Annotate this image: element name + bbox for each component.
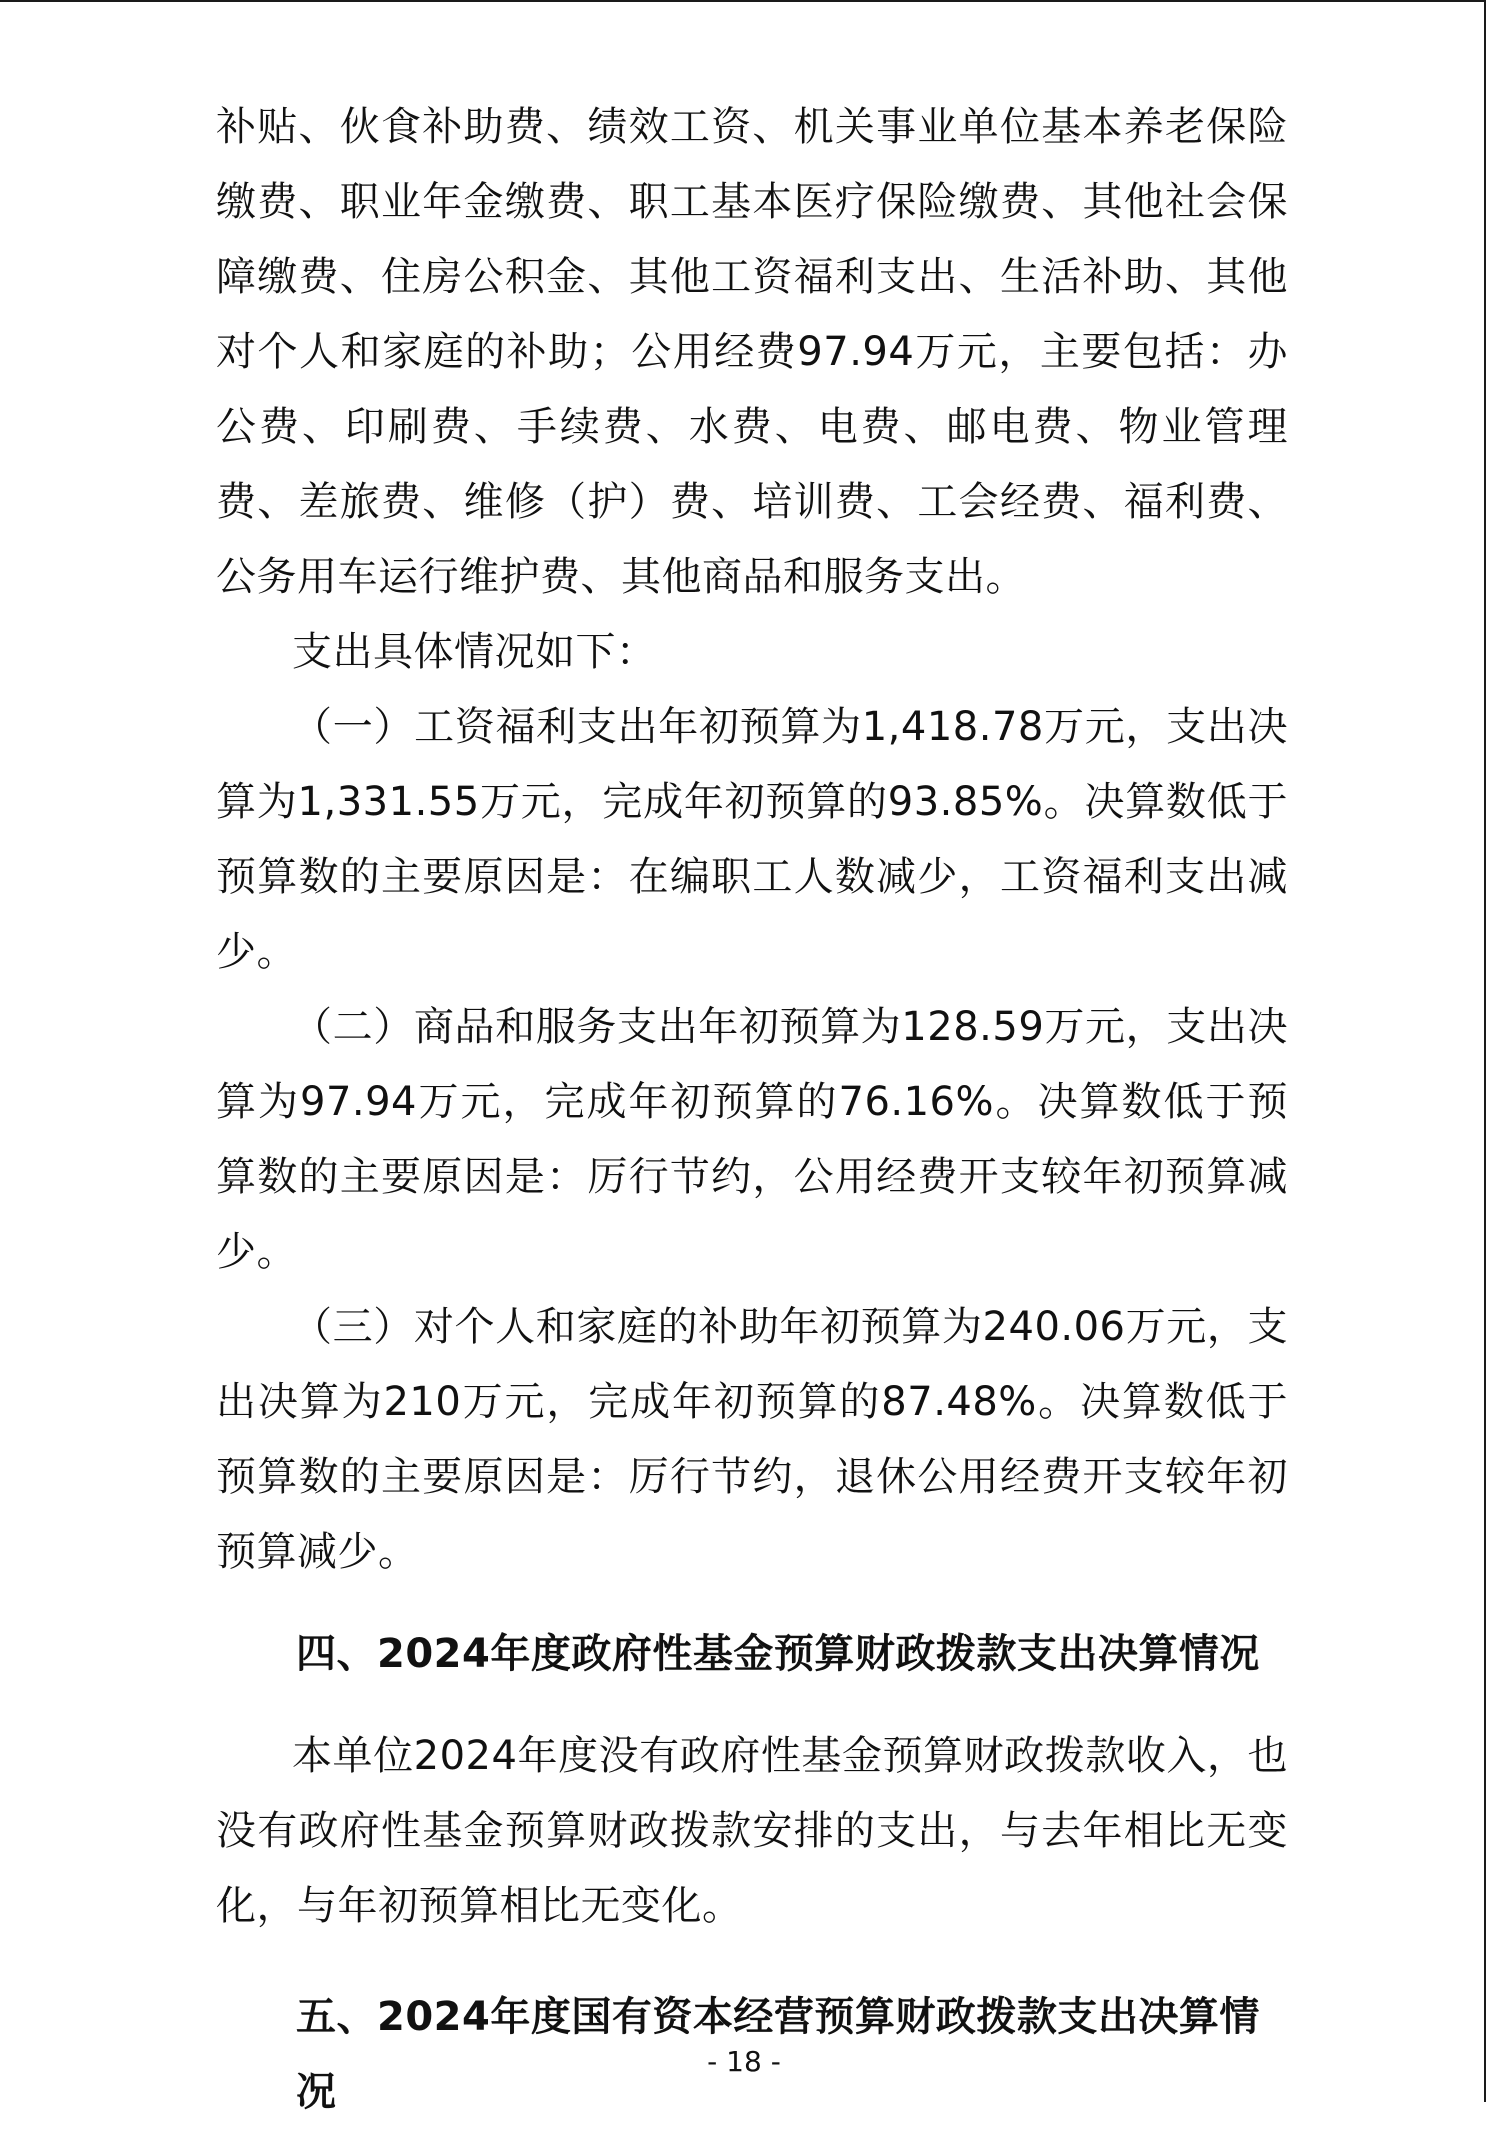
spacer [216, 1944, 1288, 1980]
paragraph-expense-intro: 支出具体情况如下： [292, 629, 657, 675]
paragraph-individual-subsidy: （三）对个人和家庭的补助年初预算为240.06万元，支出决算为210万元，完成年初预算的87.48%。决算数低于预算数的主要原因是：厉行节约，退休公用经费开支较年初预算减少。 [216, 1304, 1288, 1575]
section-heading-4: 四、2024年度政府性基金预算财政拨款支出决算情况 [296, 1631, 1260, 1677]
paragraph-goods-services: （二）商品和服务支出年初预算为128.59万元，支出决算为97.94万元，完成年初预算的76.16%。决算数低于预算数的主要原因是：厉行节约，公用经费开支较年初预算减少。 [216, 1004, 1288, 1275]
paragraph-government-fund: 本单位2024年度没有政府性基金预算财政拨款收入，也没有政府性基金预算财政拨款安排的支出，与去年相比无变化，与年初预算相比无变化。 [216, 1733, 1288, 1929]
document-body [216, 90, 1288, 2130]
paragraph-salary-welfare: （一）工资福利支出年初预算为1,418.78万元，支出决算为1,331.55万元，完成年初预算的93.85%。决算数低于预算数的主要原因是：在编职工人数减少，工资福利支出减少。 [216, 704, 1288, 975]
section-heading-5: 五、2024年度国有资本经营预算财政拨款支出决算情况 [296, 1994, 1260, 2115]
spacer [216, 1692, 1288, 1719]
paragraph-expense-items: 补贴、伙食补助费、绩效工资、机关事业单位基本养老保险缴费、职业年金缴费、职工基本医疗保险缴费、其他社会保障缴费、住房公积金、其他工资福利支出、生活补助、其他对个人和家庭的补助；公用经费97.94万元，主要包括：办公费、印刷费、手续费、水费、电费、邮电费、物业管理费、差旅费、维修（护）费、培训费、工会经费、福利费、公务用车运行维护费、其他商品和服务支出。 [216, 104, 1288, 600]
spacer [216, 1590, 1288, 1617]
page-number: - 18 - [707, 2045, 781, 2078]
